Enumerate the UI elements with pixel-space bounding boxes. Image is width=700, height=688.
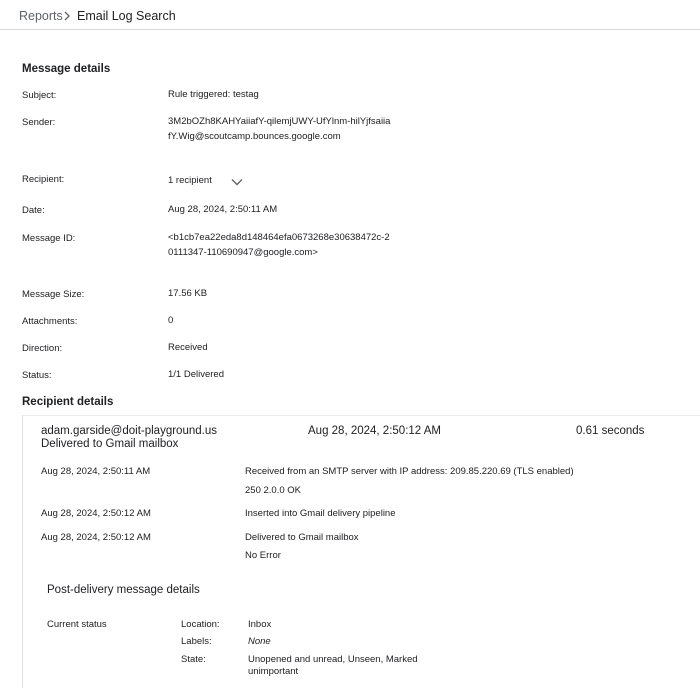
direction-label: Direction: bbox=[22, 343, 63, 354]
event-detail: No Error bbox=[245, 550, 281, 561]
current-status-label: Current status bbox=[47, 619, 107, 630]
event-detail: 250 2.0.0 OK bbox=[245, 485, 301, 496]
sender-value: 3M2bOZh8KAHYaiiafY-qilemjUWY-UfYlnm-hilYjfsaiiafY.Wig@scoutcamp.bounces.google.com bbox=[168, 116, 391, 142]
state-label: State: bbox=[181, 654, 206, 665]
event-time: Aug 28, 2024, 2:50:12 AM bbox=[41, 532, 151, 543]
recipient-details-heading: Recipient details bbox=[22, 396, 114, 408]
attachments-label: Attachments: bbox=[22, 316, 78, 327]
message-id-value: <b1cb7ea22eda8d148464efa0673268e30638472c-20111347-110690947@google.com> bbox=[168, 232, 390, 258]
delivery-status: Delivered to Gmail mailbox bbox=[41, 438, 179, 450]
labels-label: Labels: bbox=[181, 636, 212, 647]
breadcrumb-reports-link[interactable]: Reports bbox=[19, 9, 63, 23]
chevron-right-icon bbox=[62, 10, 72, 22]
subject-label: Subject: bbox=[22, 90, 57, 101]
post-delivery-heading: Post-delivery message details bbox=[47, 584, 200, 596]
sender-label: Sender: bbox=[22, 117, 56, 128]
recipient-timestamp: Aug 28, 2024, 2:50:12 AM bbox=[308, 425, 441, 437]
breadcrumb bbox=[0, 0, 700, 30]
subject-value: Rule triggered: testag bbox=[168, 89, 259, 100]
chevron-down-icon[interactable] bbox=[231, 178, 243, 186]
attachments-value: 0 bbox=[168, 315, 174, 326]
event-description: Delivered to Gmail mailbox bbox=[245, 532, 359, 543]
recipient-count[interactable]: 1 recipient bbox=[168, 175, 212, 186]
message-id-label: Message ID: bbox=[22, 233, 76, 244]
message-size-value: 17.56 KB bbox=[168, 288, 208, 299]
event-time: Aug 28, 2024, 2:50:11 AM bbox=[41, 466, 151, 477]
date-value: Aug 28, 2024, 2:50:11 AM bbox=[168, 204, 278, 215]
event-time: Aug 28, 2024, 2:50:12 AM bbox=[41, 508, 151, 519]
message-details-heading: Message details bbox=[22, 63, 111, 75]
state-value: Unopened and unread, Unseen, Marked unimportant bbox=[248, 654, 418, 677]
event-description: Received from an SMTP server with IP address: 209.85.220.69 (TLS enabled) bbox=[245, 466, 574, 477]
recipient-email: adam.garside@doit-playground.us bbox=[41, 425, 217, 437]
event-description: Inserted into Gmail delivery pipeline bbox=[245, 508, 396, 519]
page-title: Email Log Search bbox=[77, 9, 176, 23]
location-value: Inbox bbox=[248, 619, 272, 630]
delivery-duration: 0.61 seconds bbox=[576, 425, 645, 437]
recipient-card bbox=[22, 415, 700, 688]
labels-value: None bbox=[248, 636, 271, 647]
location-label: Location: bbox=[181, 619, 220, 630]
recipient-label: Recipient: bbox=[22, 174, 65, 185]
status-label: Status: bbox=[22, 370, 52, 381]
date-label: Date: bbox=[22, 205, 45, 216]
status-value: 1/1 Delivered bbox=[168, 369, 224, 380]
direction-value: Received bbox=[168, 342, 208, 353]
message-size-label: Message Size: bbox=[22, 289, 85, 300]
